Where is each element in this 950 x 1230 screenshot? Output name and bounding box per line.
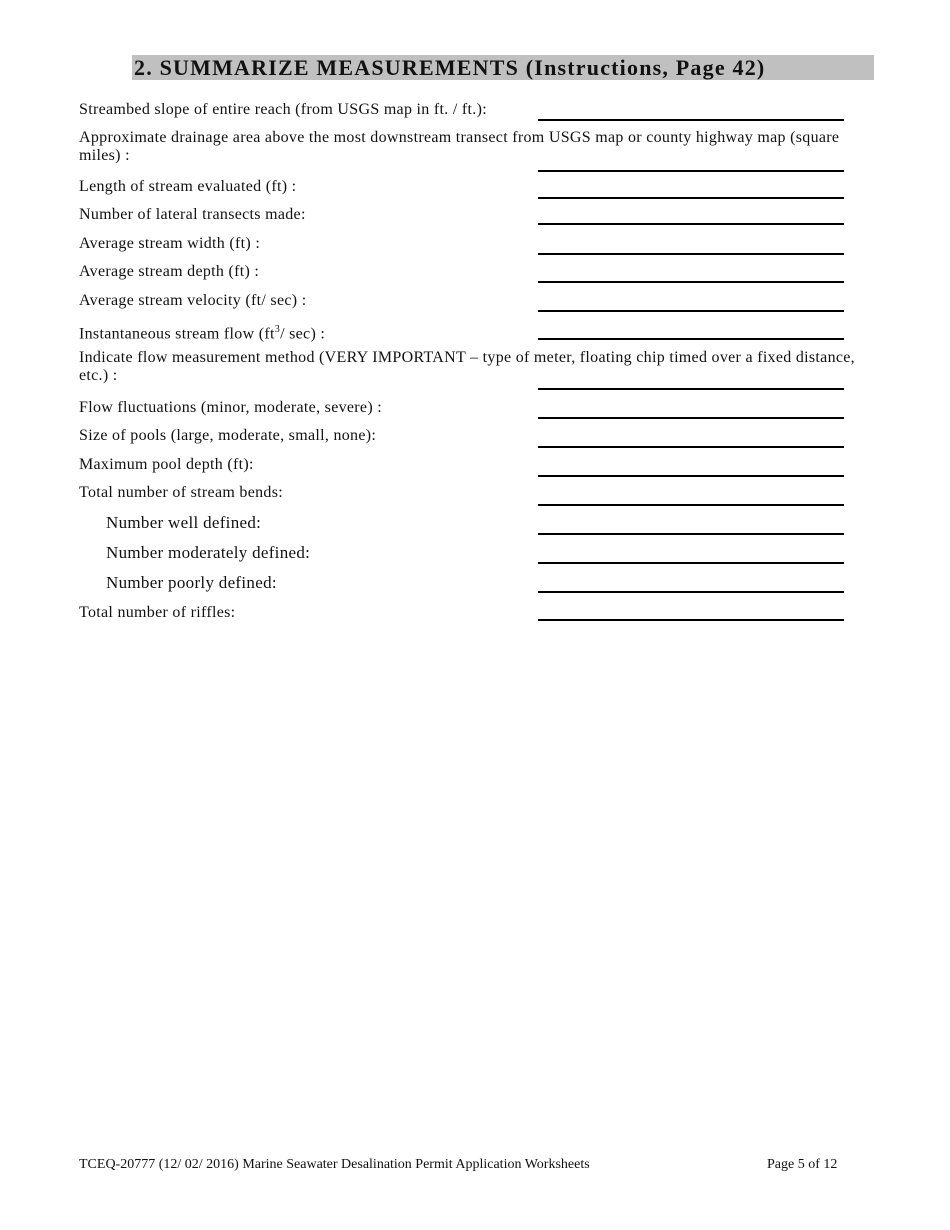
section-heading: 2. SUMMARIZE MEASUREMENTS (Instructions, Page 42) (134, 55, 766, 80)
field-label-total-riffles: Total number of riffles: (79, 604, 236, 621)
field-input-poorly-defined[interactable] (538, 591, 844, 593)
field-input-average-velocity[interactable] (538, 310, 844, 312)
field-input-total-bends[interactable] (538, 504, 844, 506)
field-input-length-evaluated[interactable] (538, 197, 844, 199)
field-input-pool-size[interactable] (538, 446, 844, 448)
section-heading-bar (132, 55, 874, 80)
superscript: 3 (274, 324, 281, 335)
field-label-lateral-transects: Number of lateral transects made: (79, 206, 306, 223)
field-label-moderately-defined: Number moderately defined: (106, 543, 311, 562)
field-input-flow-method[interactable] (538, 388, 844, 390)
field-input-well-defined[interactable] (538, 533, 844, 535)
field-label-total-bends: Total number of stream bends: (79, 484, 283, 501)
field-label-average-velocity: Average stream velocity (ft/ sec) : (79, 292, 307, 309)
field-label-pool-size: Size of pools (large, moderate, small, none): (79, 427, 377, 444)
field-input-moderately-defined[interactable] (538, 562, 844, 564)
field-label-average-depth: Average stream depth (ft) : (79, 263, 260, 280)
field-label-streambed-slope: Streambed slope of entire reach (from USGS map in ft. / ft.): (79, 101, 487, 118)
label-text: Instantaneous stream flow (ft (79, 325, 275, 343)
field-label-flow-method: Indicate flow measurement method (VERY IMPORTANT – type of meter, floating chip timed over a fixed distance, etc.) : (79, 349, 855, 384)
field-input-average-depth[interactable] (538, 281, 844, 283)
field-label-drainage-area: Approximate drainage area above the most downstream transect from USGS map or county highway map (square miles) : (79, 129, 840, 164)
field-label-instantaneous-flow (79, 321, 325, 343)
field-label-max-pool-depth: Maximum pool depth (ft): (79, 456, 254, 473)
footer-page-number: Page 5 of 12 (767, 1157, 838, 1172)
field-label-poorly-defined: Number poorly defined: (106, 573, 277, 592)
field-label-well-defined: Number well defined: (106, 513, 262, 532)
field-label-flow-fluctuations: Flow fluctuations (minor, moderate, severe) : (79, 399, 382, 416)
field-input-total-riffles[interactable] (538, 619, 844, 621)
field-input-average-width[interactable] (538, 253, 844, 255)
field-input-lateral-transects[interactable] (538, 223, 844, 225)
field-label-average-width: Average stream width (ft) : (79, 235, 261, 252)
field-label-length-evaluated: Length of stream evaluated (ft) : (79, 178, 297, 195)
field-input-instantaneous-flow[interactable] (538, 338, 844, 340)
label-text: / sec) : (280, 325, 326, 343)
field-input-drainage-area[interactable] (538, 170, 844, 172)
field-input-streambed-slope[interactable] (538, 119, 844, 121)
field-input-max-pool-depth[interactable] (538, 475, 844, 477)
field-input-flow-fluctuations[interactable] (538, 417, 844, 419)
footer-form-id: TCEQ-20777 (12/ 02/ 2016) Marine Seawater Desalination Permit Application Worksheets (79, 1157, 590, 1172)
